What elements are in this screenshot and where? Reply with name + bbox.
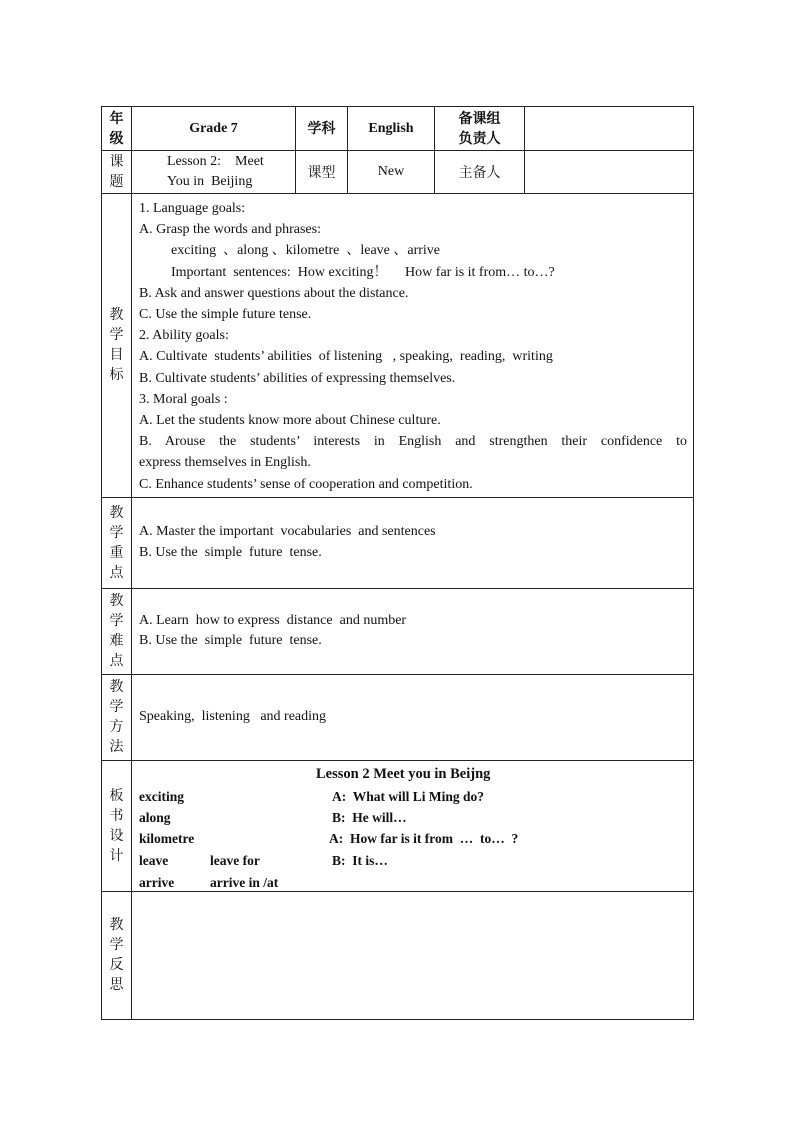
methods-label: 教 [109,679,124,696]
goals-label: 目 [109,347,124,364]
subject-label: 学科 [296,107,348,151]
goal-line: B. Arouse the students’ interests in English and strengthen their confidence to [139,434,687,450]
key-points-row [102,497,694,588]
key-points-label: 点 [109,564,124,581]
difficulties-content [132,588,694,674]
goals-label: 教 [109,307,124,324]
difficulties-label: 难 [109,633,124,650]
topic-value: Lesson 2: Meet [167,154,264,169]
topic-label: 题 [109,174,124,190]
methods-row [102,674,694,760]
lesson-plan-table [101,106,694,1020]
difficulties-label: 学 [109,613,124,630]
board-word: arrive [139,874,175,890]
board-design-area [132,762,693,890]
topic-label: 课 [109,154,124,170]
reflection-label-cell [102,891,132,1019]
preparer-value [525,151,694,194]
goal-line: B. Ask and answer questions about the distance. [139,285,409,301]
key-points-content [132,497,694,588]
board-word: kilometre [139,830,195,846]
board-word: exciting [139,788,184,804]
board-word: along [139,809,171,825]
grade-label: 级 [109,130,124,147]
subject-value: English [348,107,435,151]
group-leader-value [525,107,694,151]
reflection-label: 思 [109,977,124,994]
type-value: New [348,151,435,194]
board-design-content [132,760,694,891]
goal-line: exciting 、along 、kilometre 、leave 、arrive [171,243,441,259]
header-row [102,107,694,151]
difficulties-row [102,588,694,674]
board-phrase: leave for [210,852,260,868]
goals-label: 标 [109,367,124,384]
goal-line: A. Grasp the words and phrases: [139,222,321,238]
board-design-row [102,760,694,891]
key-point-line: A. Master the important vocabularies and sentences [139,524,436,540]
methods-content: Speaking, listening and reading [132,674,694,760]
board-dialogue-line: B: It is… [332,852,388,868]
board-design-label: 计 [109,847,124,864]
goal-line: express themselves in English. [139,455,311,471]
board-design-label: 板 [109,787,124,804]
reflection-content [132,891,694,1019]
key-points-label: 教 [109,504,124,521]
board-phrase: arrive in /at [210,874,279,890]
difficulties-label: 教 [109,593,124,610]
board-dialogue-line: B: He will… [332,809,407,825]
difficulty-line: B. Use the simple future tense. [139,633,322,649]
topic-value: You in Beijing [167,174,253,189]
key-point-line: B. Use the simple future tense. [139,544,322,560]
key-points-label-cell [102,497,132,588]
goals-label: 学 [109,327,124,344]
methods-label-cell [102,674,132,760]
difficulties-label: 点 [109,653,124,670]
grade-label-cell [102,107,132,151]
goal-line: A. Let the students know more about Chinese culture. [139,413,441,429]
methods-label: 法 [109,739,124,756]
board-title: Lesson 2 Meet you in Beijng [316,765,491,782]
goal-line: A. Cultivate students’ abilities of listening , speaking, reading, writing [139,349,553,365]
topic-row [102,151,694,194]
type-label: 课型 [296,151,348,194]
goal-line: C. Use the simple future tense. [139,307,312,323]
key-points-label: 学 [109,524,124,541]
goal-line: C. Enhance students’ sense of cooperation and competition. [139,476,473,492]
board-design-label: 设 [109,827,124,844]
difficulties-label-cell [102,588,132,674]
grade-label: 年 [109,110,124,127]
goal-line: B. Cultivate students’ abilities of expressing themselves. [139,370,456,386]
reflection-label: 学 [109,937,124,954]
goal-line: 3. Moral goals : [139,391,228,407]
difficulty-line: A. Learn how to express distance and number [139,612,407,628]
reflection-label: 教 [109,917,124,934]
goal-line: Important sentences: How exciting！ How far is it from… to…? [171,264,555,280]
board-design-label-cell [102,760,132,891]
group-leader-label: 备课组 [458,110,501,127]
topic-value-cell [132,151,296,194]
key-points-label: 重 [109,544,124,561]
group-leader-label-cell [435,107,525,151]
goals-label-cell [102,194,132,498]
preparer-label: 主备人 [435,151,525,194]
board-dialogue-line: A: What will Li Ming do? [332,788,485,804]
reflection-label: 反 [109,957,124,974]
goals-content [132,194,694,498]
goals-row [102,194,694,498]
topic-label-cell [102,151,132,194]
grade-value: Grade 7 [132,107,296,151]
board-dialogue-line: A: How far is it from … to… ? [329,830,519,846]
methods-label: 学 [109,699,124,716]
group-leader-label: 负责人 [458,130,501,147]
methods-label: 方 [109,719,124,736]
goal-line: 2. Ability goals: [139,328,229,344]
reflection-row [102,891,694,1019]
board-word: leave [139,852,169,868]
board-design-label: 书 [109,807,124,824]
goal-line: 1. Language goals: [139,201,246,216]
